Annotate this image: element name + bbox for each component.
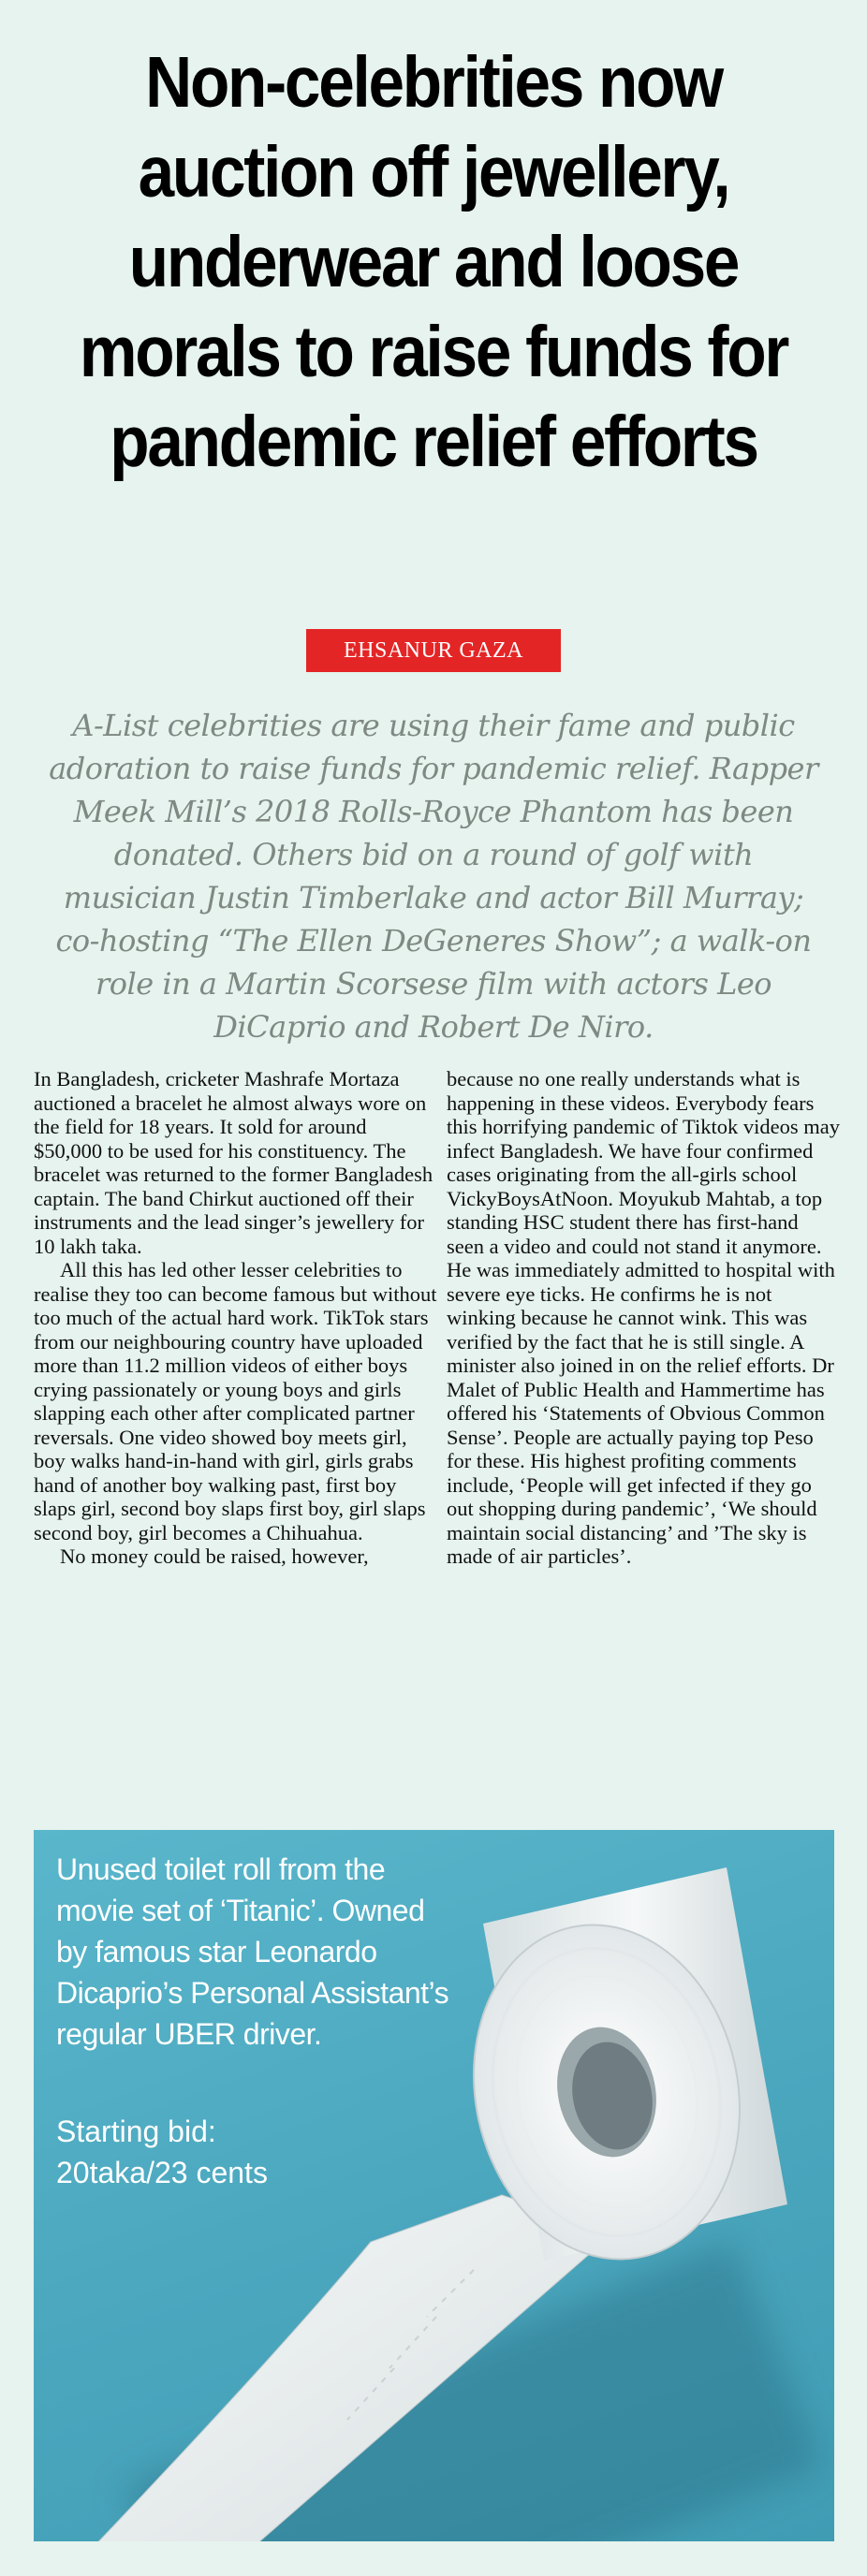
auction-advert xyxy=(34,1830,834,2541)
standfirst: A-List celebrities are using their fame and public adoration to raise funds for pandemic relief. Rapper Meek Mill’s 2018 Rolls-Royce Phantom has been donated. Others bid on a round of golf with musician Justin Timberlake and actor Bill Murray; co-hosting “The Ellen DeGeneres Show”; a walk-on role in a Martin Scorsese film with actors Leo DiCaprio and Robert De Niro. xyxy=(49,708,818,1045)
body-paragraph: All this has led other lesser celebrities to realise they too can become famous but without too much of the actual hard work. TikTok stars from our neighbouring country have uploaded more than 11.2 million videos of either boys crying passionately or young boys and girls slapping each other after complicated partner reversals. One video showed boy meets girl, boy walks hand-in-hand with girl, girls grabs hand of another boy walking past, first boy slaps girl, second boy slaps first boy, girl slaps second boy, girl becomes a Chihuahua. xyxy=(34,1258,437,1544)
body-column-left xyxy=(34,1067,440,1569)
ad-caption: Unused toilet roll from the movie set of ‘Titanic’. Owned by famous star Leonardo Dicaprio’s Personal Assistant’s regular UBER driver. xyxy=(56,1852,449,2051)
byline-row xyxy=(0,629,867,672)
body-column-right xyxy=(447,1067,840,1569)
body-paragraph: No money could be raised, however, xyxy=(60,1544,369,1568)
headline: Non-celebrities now auction off jewellery, underwear and loose morals to raise funds for pandemic relief efforts xyxy=(79,42,788,482)
body-paragraph: because no one really understands what is happening in these videos. Everybody fears this horrifying pandemic of Tiktok videos may infect Bangladesh. We have four confirmed cases originating from the all-girls school VickyBoysAtNoon. Moyukub Mahtab, a top standing HSC student there has first-hand seen a video and could not stand it anymore. He was immediately admitted to hospital with severe eye ticks. He confirms he is not winking because he cannot wink. This was verified by the fact that he is still single. A minister also joined in on the relief efforts. Dr Malet of Public Health and Hammertime has offered his ‘Statements of Obvious Common Sense’. People are actually paying top Peso for these. His highest profiting comments include, ‘People will get infected if they go out shopping during pandemic’, ‘We should maintain social distancing’ and ’The sky is made of air particles’. xyxy=(447,1067,840,1568)
bid-value: 20taka/23 cents xyxy=(56,2156,268,2189)
author-byline: EHSANUR GAZA xyxy=(306,629,561,672)
paper-sheet xyxy=(90,2195,614,2541)
bid-label: Starting bid: xyxy=(56,2115,216,2148)
starting-bid xyxy=(56,2111,393,2193)
body-paragraph: In Bangladesh, cricketer Mashrafe Mortaza auctioned a bracelet he almost always wore on the field for 18 years. It sold for around $50,000 to be used for his constituency. The bracelet was returned to the former Bangladesh captain. The band Chirkut auctioned off their instruments and the lead singer’s jewellery for 10 lakh taka. xyxy=(34,1067,434,1258)
